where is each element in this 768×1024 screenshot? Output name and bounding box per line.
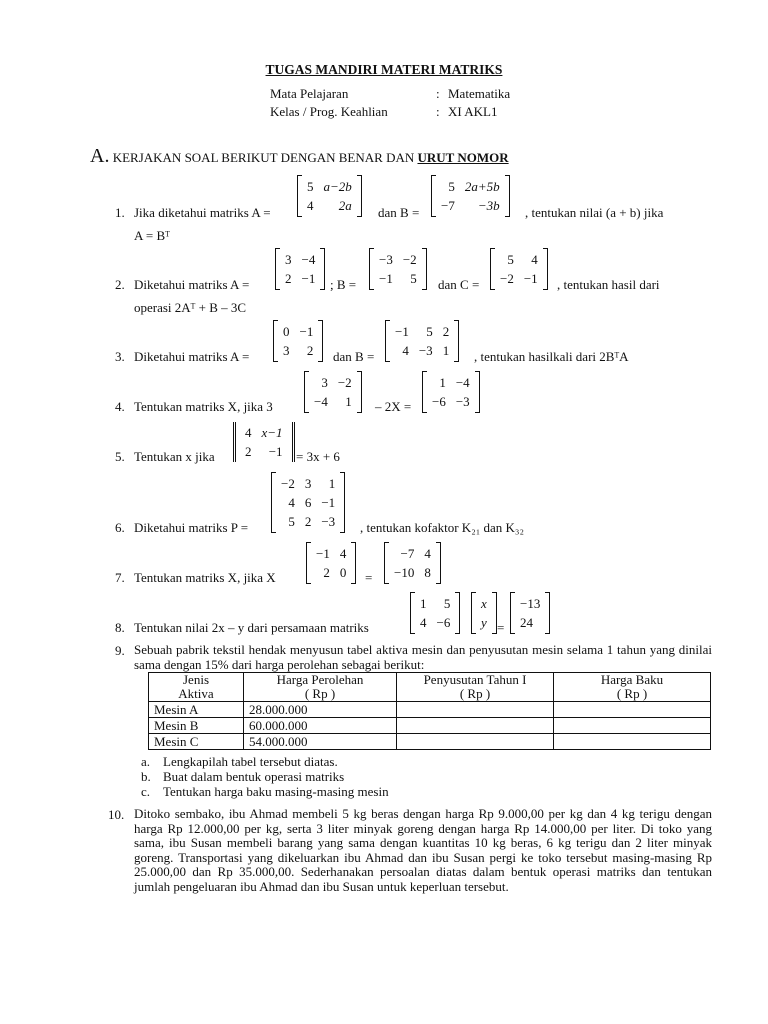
- q8-vector-xy: x y: [471, 593, 497, 633]
- q7-text-pre: Tentukan matriks X, jika X: [134, 570, 276, 585]
- question-number: 5.: [115, 449, 125, 464]
- q2-text-post: , tentukan hasil dari: [557, 277, 660, 292]
- subitem-text: Lengkapilah tabel tersebut diatas.: [163, 754, 338, 769]
- q3-text-post: , tentukan hasilkali dari 2BᵀA: [474, 349, 629, 364]
- q2-text-mid2: dan C =: [438, 277, 480, 292]
- subitem-letter: c.: [141, 784, 151, 799]
- section-text: KERJAKAN SOAL BERIKUT DENGAN BENAR DAN: [112, 150, 418, 165]
- q3-matrix-b: −1 5 2 4 −3 1: [385, 321, 459, 361]
- q8-text-mid: =: [497, 620, 505, 635]
- q1-text-post: , tentukan nilai (a + b) jika: [525, 205, 664, 220]
- question-number: 3.: [115, 349, 125, 364]
- table-header-cell: Jenis Aktiva: [149, 673, 244, 702]
- q9-text: Sebuah pabrik tekstil hendak menyusun tabel aktiva mesin dan penyusutan mesin selama 1 tahun yang dinilai sama dengan 15% dari harga perolehan sebagai berikut:: [134, 642, 712, 672]
- q4-matrix-1: 3 −2 −4 1: [304, 372, 362, 412]
- table-row: Mesin A 28.000.000: [149, 702, 711, 718]
- q1-text-line2: A = Bᵀ: [134, 228, 170, 243]
- question-number: 9.: [115, 643, 125, 658]
- q3-matrix-a: 0 −1 3 2: [273, 321, 323, 361]
- question-number: 8.: [115, 620, 125, 635]
- table-row: Mesin B 60.000.000: [149, 718, 711, 734]
- question-number: 7.: [115, 570, 125, 585]
- table-row: Mesin C 54.000.000: [149, 734, 711, 750]
- meta-label-subject: Mata Pelajaran: [270, 86, 349, 101]
- subitem-letter: b.: [141, 769, 151, 784]
- meta-value-subject: Matematika: [448, 86, 511, 101]
- q8-text-pre: Tentukan nilai 2x – y dari persamaan matriks: [134, 620, 369, 635]
- table-header-cell: Harga Baku ( Rp ): [554, 673, 711, 702]
- meta-sep: :: [436, 86, 440, 101]
- section-heading: [90, 145, 509, 168]
- subitem-letter: a.: [141, 754, 151, 769]
- subitem-text: Buat dalam bentuk operasi matriks: [163, 769, 345, 784]
- q8-matrix-coeff: 1 5 4 −6: [410, 593, 460, 633]
- q5-text-pre: Tentukan x jika: [134, 449, 215, 464]
- q7-matrix-1: −1 4 2 0: [306, 543, 356, 583]
- q1-matrix-a: 5 a−2b 4 2a: [297, 176, 362, 216]
- q1-matrix-b: 5 2a+5b −7 −3b: [431, 176, 510, 216]
- q6-text-pre: Diketahui matriks P =: [134, 520, 249, 535]
- q10-text: Ditoko sembako, ibu Ahmad membeli 5 kg beras dengan harga Rp 9.000,00 per kg dan 4 kg terigu dengan harga Rp 12.000,00 per kg, serta 3 liter minyak goreng dengan harga Rp 14.000,00 per liter. Di toko yang sama, ibu Susan membeli barang yang sama dengan kuantitas 10 kg beras, 6 kg terigu dan 2 liter minyak goreng. Transportasi yang dikeluarkan ibu Ahmad dan ibu Susan pergi ke toko tersebut masing-masing Rp 25.000,00 dan Rp 35.000,00. Sederhanakan persoalan diatas dalam bentuk operasi matriks dan tentukan jumlah pengeluaran ibu Ahmad dan ibu Susan untuk keperluan tersebut.: [134, 806, 712, 894]
- question-number: 1.: [115, 205, 125, 220]
- q2-matrix-a: 3 −4 2 −1: [275, 249, 325, 289]
- page-title: TUGAS MANDIRI MATERI MATRIKS: [265, 62, 503, 77]
- meta-sep: :: [436, 104, 440, 119]
- q7-matrix-2: −7 4 −10 8: [384, 543, 441, 583]
- q5-text-post: = 3x + 6: [296, 449, 340, 464]
- q2-matrix-b: −3 −2 −1 5: [369, 249, 427, 289]
- question-number: 2.: [115, 277, 125, 292]
- q8-vector-result: −13 24: [510, 593, 550, 633]
- question-number: 6.: [115, 520, 125, 535]
- q6-matrix-p: −2 3 1 4 6 −1 5 2 −3: [271, 473, 345, 532]
- q3-text-mid: dan B =: [333, 349, 375, 364]
- q2-text-pre: Diketahui matriks A =: [134, 277, 250, 292]
- q3-text-pre: Diketahui matriks A =: [134, 349, 250, 364]
- q2-text-line2: operasi 2Aᵀ + B – 3C: [134, 300, 247, 315]
- q2-matrix-c: 5 4 −2 −1: [490, 249, 548, 289]
- asset-table: [148, 672, 711, 750]
- q5-determinant: 4 x−1 2 −1: [233, 422, 295, 462]
- q1-text-mid: dan B =: [378, 205, 420, 220]
- q4-text-mid: – 2X =: [375, 399, 412, 414]
- q7-text-mid: =: [365, 570, 373, 585]
- q4-matrix-2: 1 −4 −6 −3: [422, 372, 480, 412]
- table-header-cell: Harga Perolehan ( Rp ): [244, 673, 397, 702]
- meta-label-class: Kelas / Prog. Keahlian: [270, 104, 388, 119]
- q2-text-mid1: ; B =: [330, 277, 357, 292]
- table-header-cell: Penyusutan Tahun I ( Rp ): [397, 673, 554, 702]
- subitem-text: Tentukan harga baku masing-masing mesin: [163, 784, 389, 799]
- table-header-row: [149, 673, 711, 702]
- q4-text-pre: Tentukan matriks X, jika 3: [134, 399, 273, 414]
- question-number: 4.: [115, 399, 125, 414]
- section-emphasis: URUT NOMOR: [417, 150, 509, 165]
- meta-value-class: XI AKL1: [448, 104, 498, 119]
- question-number: 10.: [108, 807, 125, 822]
- section-letter: A.: [90, 145, 110, 167]
- q6-text-post: , tentukan kofaktor K₂₁ dan K₃₂: [360, 520, 524, 535]
- q1-text-pre: Jika diketahui matriks A =: [134, 205, 271, 220]
